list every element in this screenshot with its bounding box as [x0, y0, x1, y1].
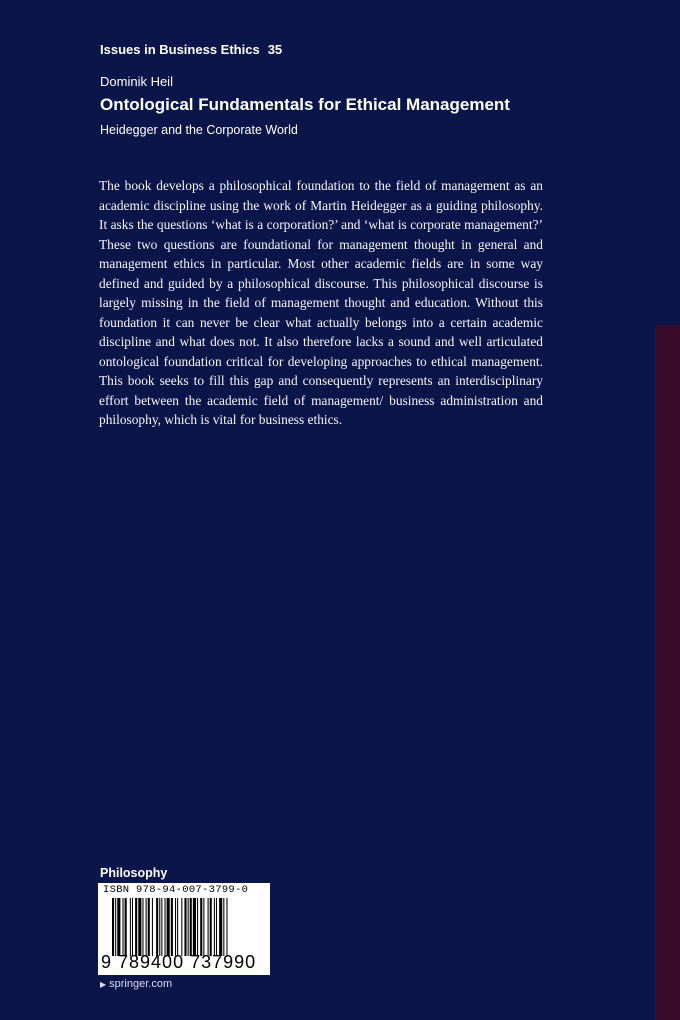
publisher-link-text: springer.com	[109, 978, 173, 990]
subject-category: Philosophy	[100, 866, 168, 880]
book-description: The book develops a philosophical foundation to the field of management as an academic discipline using the work of Martin Heidegger as a guiding philosophy. It asks the questions ‘what is a corporation?’ and ‘what is corporate management?’ These two questions are foundational for management thought in general and management ethics in particular. Most other academic fields are in some way defined and guided by a philosophical discourse. This philosophical discourse is largely missing in the field of management thought and education. Without this foundation it can never be clear what actually belongs into a certain academic discipline and what does not. It also therefore lacks a sound and well articulated ontological foundation critical for developing approaches to ethical management. This book seeks to fill this gap and consequently represents an interdisciplinary effort between the academic field of management/ business administration and philosophy, which is vital for business ethics.	[99, 178, 543, 427]
book-subtitle: Heidegger and the Corporate World	[100, 123, 298, 137]
barcode-bars	[112, 898, 262, 956]
ean-digits: 9 789400 737990	[101, 952, 257, 972]
isbn-barcode	[98, 883, 270, 975]
author-name: Dominik Heil	[100, 74, 173, 89]
arrow-right-icon: ▶	[100, 980, 107, 989]
isbn-label: ISBN 978-94-007-3799-0	[103, 884, 249, 896]
series-volume: 35	[267, 42, 283, 57]
series-heading	[100, 42, 282, 57]
publisher-link[interactable]	[100, 978, 172, 990]
spine-color-strip	[655, 325, 680, 1020]
series-name: Issues in Business Ethics	[100, 42, 260, 57]
book-title: Ontological Fundamentals for Ethical Management	[100, 95, 510, 114]
